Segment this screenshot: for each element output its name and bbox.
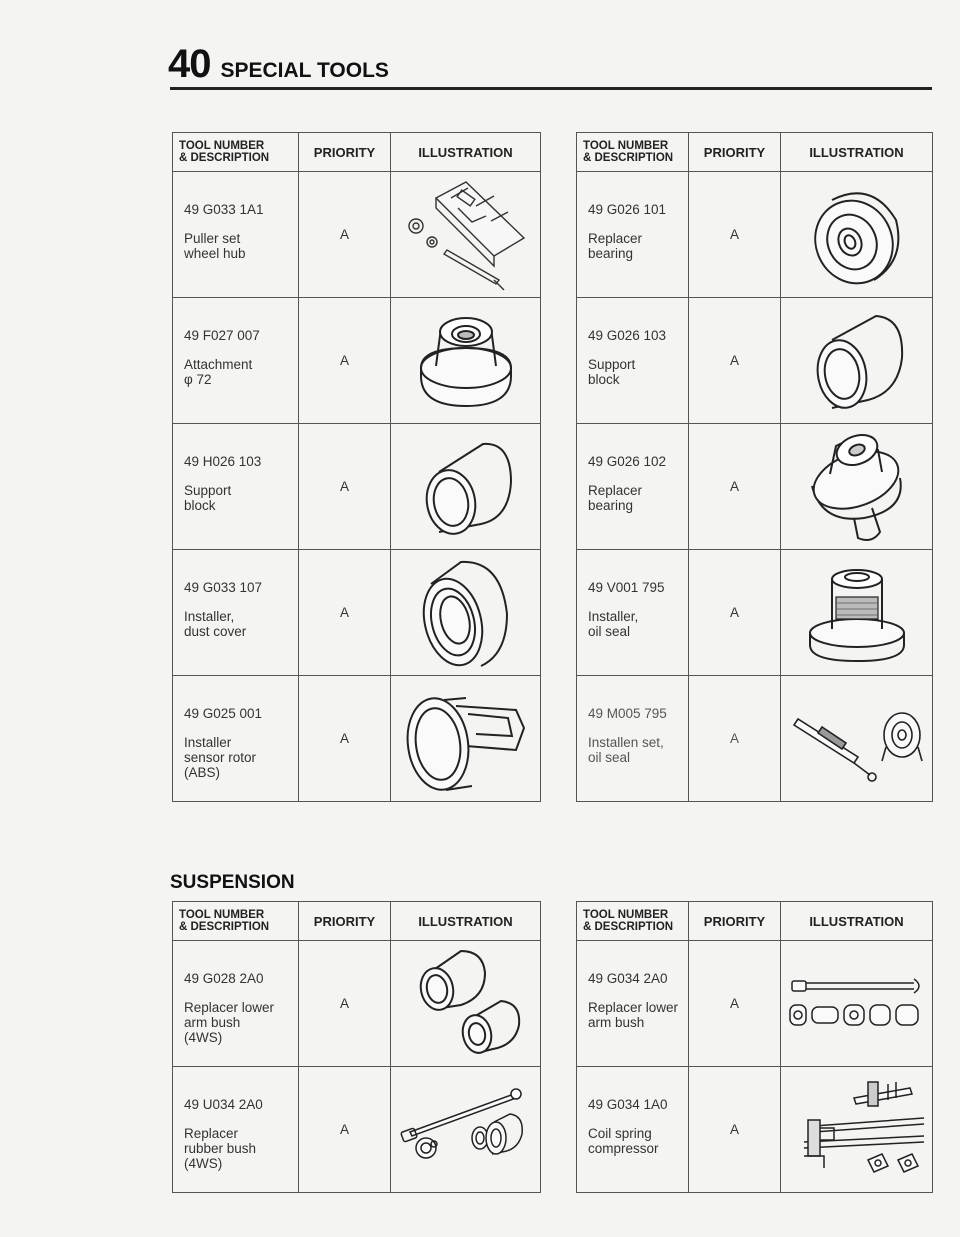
tool-priority: A	[299, 676, 391, 802]
coil-spring-compressor-icon	[781, 1067, 933, 1193]
table-row	[173, 172, 541, 298]
tool-priority: A	[689, 424, 781, 550]
tool-description: 49 G026 103 Support block	[577, 298, 689, 424]
bush-replacer-icon	[391, 941, 541, 1067]
tool-priority: A	[299, 172, 391, 298]
header-priority: PRIORITY	[299, 902, 391, 941]
handle-set-icon	[781, 676, 933, 802]
table-header-row	[173, 133, 541, 172]
tool-priority: A	[299, 941, 391, 1067]
tool-priority: A	[689, 941, 781, 1067]
support-block-icon	[391, 424, 541, 550]
header-tool-number: TOOL NUMBER & DESCRIPTION	[173, 133, 299, 172]
table-header-row	[577, 902, 933, 941]
installer-ring-icon	[391, 550, 541, 676]
tool-description: 49 G033 107 Installer, dust cover	[173, 550, 299, 676]
table-header-row	[173, 902, 541, 941]
tool-priority: A	[689, 172, 781, 298]
tools-table-upper-left	[172, 132, 541, 802]
tool-description: 49 G028 2A0 Replacer lower arm bush (4WS)	[173, 941, 299, 1067]
tool-description: 49 H026 103 Support block	[173, 424, 299, 550]
page-header	[168, 42, 389, 87]
rubber-bush-replacer-icon	[391, 1067, 541, 1193]
stepped-replacer-icon	[781, 424, 933, 550]
support-block-icon	[781, 298, 933, 424]
tool-priority: A	[299, 298, 391, 424]
bolt-set-icon	[781, 941, 933, 1067]
tool-description: 49 U034 2A0 Replacer rubber bush (4WS)	[173, 1067, 299, 1193]
replacer-bearing-icon	[781, 172, 933, 298]
table-row	[577, 676, 933, 802]
table-row	[577, 1067, 933, 1193]
table-row	[577, 550, 933, 676]
table-row	[173, 550, 541, 676]
header-tool-number: TOOL NUMBER & DESCRIPTION	[173, 902, 299, 941]
header-illustration: ILLUSTRATION	[391, 902, 541, 941]
tool-description: 49 G025 001 Installer sensor rotor (ABS)	[173, 676, 299, 802]
sensor-installer-icon	[391, 676, 541, 802]
tool-priority: A	[299, 550, 391, 676]
table-row	[577, 172, 933, 298]
header-illustration: ILLUSTRATION	[781, 133, 933, 172]
tool-description: 49 G026 101 Replacer bearing	[577, 172, 689, 298]
table-row	[173, 1067, 541, 1193]
tool-priority: A	[689, 298, 781, 424]
tool-description: 49 F027 007 Attachment φ 72	[173, 298, 299, 424]
oil-seal-installer-icon	[781, 550, 933, 676]
header-tool-number: TOOL NUMBER & DESCRIPTION	[577, 902, 689, 941]
header-priority: PRIORITY	[689, 902, 781, 941]
table-row	[577, 941, 933, 1067]
tools-table-upper-right	[576, 132, 933, 802]
tool-priority: A	[299, 424, 391, 550]
tool-description: 49 G034 2A0 Replacer lower arm bush	[577, 941, 689, 1067]
tool-priority: A	[689, 550, 781, 676]
tool-description: 49 V001 795 Installer, oil seal	[577, 550, 689, 676]
table-row	[577, 298, 933, 424]
tool-description: 49 M005 795 Installen set, oil seal	[577, 676, 689, 802]
tool-priority: A	[689, 1067, 781, 1193]
table-header-row	[577, 133, 933, 172]
table-row	[577, 424, 933, 550]
table-row	[173, 298, 541, 424]
page-number: 40	[168, 42, 211, 86]
header-illustration: ILLUSTRATION	[781, 902, 933, 941]
puller-set-icon	[391, 172, 541, 298]
table-row	[173, 676, 541, 802]
page-title: SPECIAL TOOLS	[220, 59, 389, 82]
tool-description: 49 G033 1A1 Puller set wheel hub	[173, 172, 299, 298]
header-illustration: ILLUSTRATION	[391, 133, 541, 172]
header-priority: PRIORITY	[299, 133, 391, 172]
tool-description: 49 G026 102 Replacer bearing	[577, 424, 689, 550]
header-tool-number: TOOL NUMBER & DESCRIPTION	[577, 133, 689, 172]
suspension-table-left	[172, 901, 541, 1193]
suspension-table-right	[576, 901, 933, 1193]
attachment-icon	[391, 298, 541, 424]
header-priority: PRIORITY	[689, 133, 781, 172]
section-title: SUSPENSION	[170, 872, 295, 893]
tool-priority: A	[299, 1067, 391, 1193]
table-row	[173, 424, 541, 550]
tool-description: 49 G034 1A0 Coil spring compressor	[577, 1067, 689, 1193]
header-rule	[170, 87, 932, 90]
table-row	[173, 941, 541, 1067]
tool-priority: A	[689, 676, 781, 802]
